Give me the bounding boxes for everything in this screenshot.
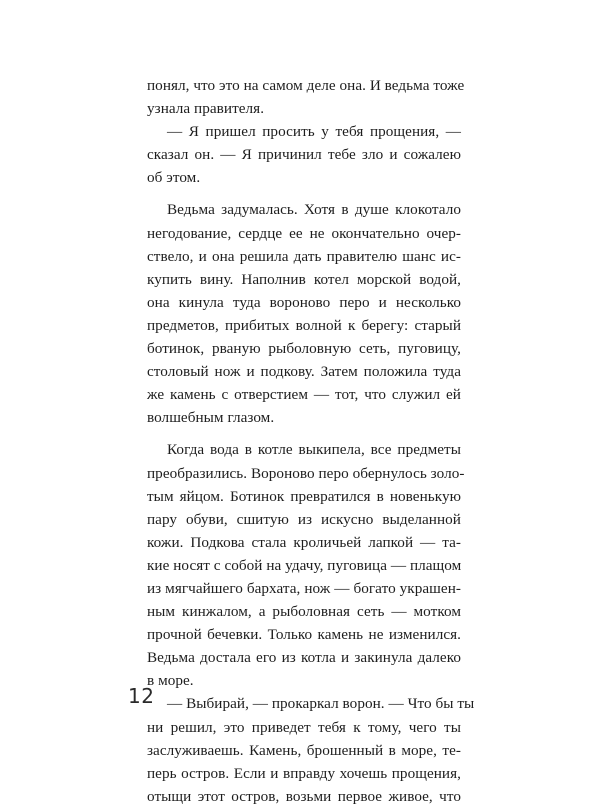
text-line: преобразились. Вороново перо обернулось золо- [147,464,465,482]
text-line: Ведьма достала его из котла и закинула далеко [147,649,461,667]
text-line: волшебным глазом. [147,409,275,427]
text-line: ным кинжалом, а рыболовная сеть — мотком [147,603,461,621]
text-line: понял, что это на самом деле она. И ведьма тоже [147,77,465,94]
text-line: заслуживаешь. Камень, брошенный в море, те- [147,741,461,759]
text-line: предметов, прибитых волной к берегу: старый [147,316,461,334]
text-line: купить вину. Наполнив котел морской водой, [147,270,461,288]
paragraph-transformation [147,438,465,692]
text-line: узнала правителя. [147,100,265,118]
text-line: отыщи этот остров, возьми первое живое, что [147,787,461,805]
paragraph-dialogue-apology [147,120,461,189]
text-line: Когда вода в котле выкипела, все предметы [167,441,461,459]
text-line: из мягчайшего бархата, нож — богато украшен- [147,579,461,597]
text-line: сказал он. — Я причинил тебе зло и сожалею [147,146,461,164]
page-text [147,74,475,808]
text-line: — Я пришел просить у тебя прощения, — [167,123,461,141]
text-line: она кинула туда вороново перо и несколько [147,293,461,311]
text-line: перь остров. Если и вправду хочешь прощения, [147,764,461,782]
text-line: — Выбирай, — прокаркал ворон. — Что бы ты [167,695,475,713]
text-line: Ведьма задумалась. Хотя в душе клокотало [167,201,461,219]
text-line: ботинок, рваную рыболовную сеть, пуговицу, [147,340,461,358]
paragraph-continuation [147,74,465,120]
text-line: кожи. Подкова стала кроличьей лапкой — та- [147,533,461,551]
text-line: же камень с отверстием — тот, что служил ей [147,386,461,404]
text-line: кие носят с собой на удачу, пуговица — плащом [147,556,462,574]
text-line: ствело, и она решила дать правителю шанс ис- [147,247,461,265]
paragraph-raven-speaks [147,692,475,807]
text-line: в море. [147,672,194,690]
text-line: столовый нож и подкову. Затем положила туда [147,363,461,381]
paragraph-gap [147,189,461,198]
text-line: ни решил, это приведет тебя к тому, чего ты [147,718,461,736]
text-line: негодование, сердце ее не окончательно очер- [147,224,461,242]
page-number: 12 [128,684,155,708]
paragraph-witch-thinks [147,198,461,429]
text-line: прочной бечевки. Только камень не изменился. [147,626,461,644]
text-line: об этом. [147,169,201,187]
text-line: тым яйцом. Ботинок превратился в новенькую [147,487,461,505]
paragraph-gap [147,429,461,438]
text-line: пару обуви, сшитую из искусно выделанной [147,510,461,528]
